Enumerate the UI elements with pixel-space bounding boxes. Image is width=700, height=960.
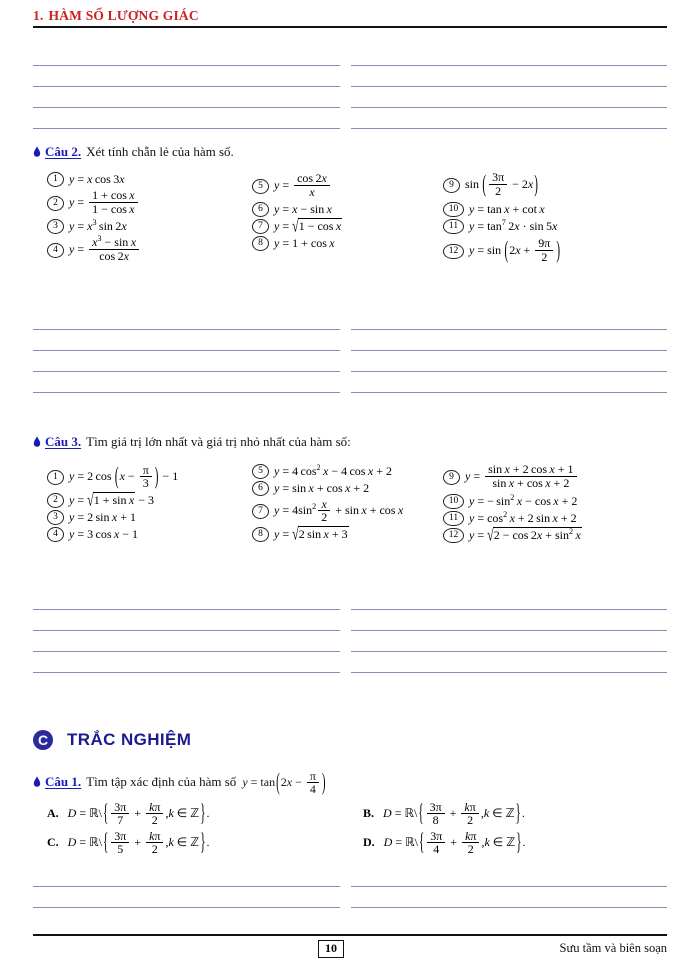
cau3-item-6: [252, 481, 403, 496]
cau3-text: Tìm giá trị lớn nhất và giá trị nhỏ nhất của hàm số:: [86, 434, 351, 449]
cau2-item-2: [47, 189, 141, 217]
option-denominator: 8: [427, 813, 445, 827]
cau1-label: Câu 1.: [45, 774, 82, 790]
section-c-header: [33, 730, 191, 750]
item-expression: y = 4 $\cos^2 x - 4$ cos x + 2: [274, 463, 392, 478]
cau3-item-9: [443, 462, 582, 492]
section-badge-c: C: [33, 730, 53, 750]
item-expression: $y = 4\sin^2$ $\frac{x}{2}$ + sin x + cos x: [274, 496, 404, 525]
footer-credit: Sưu tầm và biên soạn: [559, 941, 667, 955]
item-number-badge: 2: [47, 196, 64, 211]
header-divider: [33, 26, 667, 28]
cau3-item-5: [252, 464, 403, 479]
item-expression: y = $\frac{\text{1 + cos x}}{\text{1 − cos x}}$: [69, 190, 140, 217]
item-expression: y = sin (2x + $\frac{9\pi}{2}$ ): [469, 236, 561, 264]
item-expression: y = − $\sin^2 x - \cos x + 2$: [469, 493, 578, 508]
cau2-column-2: [252, 172, 342, 253]
item-number-badge: 1: [47, 470, 64, 485]
answer-line-row[interactable]: [33, 658, 667, 679]
answer-line-right[interactable]: [351, 128, 667, 129]
item-number-badge: 3: [47, 510, 64, 525]
option-expression: D = ℝ\{ $\frac{3\pi}{7}$ + $\frac{k\pi}{2}$ ,k ∈ ℤ}.: [67, 799, 210, 828]
item-expression: $y = \cos^2 x + 2$ sin x + 2: [469, 510, 577, 525]
item-expression: y = √1 − cos x: [274, 215, 342, 236]
answer-line-right[interactable]: [351, 371, 667, 372]
answer-line-right[interactable]: [351, 630, 667, 631]
item-number-badge: 4: [47, 527, 64, 542]
item-expression: y = 2 sin x + 1: [69, 509, 137, 524]
answer-line-right[interactable]: [351, 651, 667, 652]
pen-bullet-icon: [33, 776, 41, 788]
answer-line-right[interactable]: [351, 65, 667, 66]
answer-line-right[interactable]: [351, 329, 667, 330]
answer-lines-bottom: [33, 872, 667, 914]
answer-lines-after-cau2: [33, 315, 667, 399]
page-header: [33, 8, 667, 24]
cau2-heading: [33, 144, 234, 160]
cau1-option-a[interactable]: [47, 801, 209, 828]
option-expression: D = ℝ\{ $\frac{3\pi}{8}$ + $\frac{k\pi}{2}$ ,k ∈ ℤ}.: [383, 799, 525, 828]
answer-line-left[interactable]: [33, 65, 340, 66]
cau1-option-b[interactable]: [363, 801, 525, 828]
item-expression: y = $\frac{\cos 2x}{x}$: [274, 173, 332, 200]
cau3-item-1: [47, 464, 178, 491]
answer-line-left[interactable]: [33, 651, 340, 652]
option-key: D.: [363, 835, 375, 850]
item-expression: $y = x^3$ sin 2x: [69, 218, 127, 233]
cau2-text: Xét tính chẵn lẻ của hàm số.: [86, 144, 234, 159]
item-expression: y = 3 cos x − 1: [69, 526, 139, 541]
page-number: 10: [318, 940, 344, 958]
item-number-badge: 12: [443, 244, 464, 259]
item-expression: y = 2 cos (x − $\frac{\pi}{3}$ ) − 1: [69, 462, 179, 491]
item-number-badge: 2: [47, 493, 64, 508]
item-number-badge: 7: [252, 219, 269, 234]
page-title: [33, 8, 667, 24]
page-title-text: HÀM SỐ LƯỢNG GIÁC: [48, 8, 199, 23]
answer-line-right[interactable]: [351, 107, 667, 108]
item-number-badge: 6: [252, 481, 269, 496]
cau1-heading: [33, 770, 327, 797]
answer-line-left[interactable]: [33, 886, 340, 887]
cau1-text: Tìm tập xác định của hàm số: [86, 774, 237, 790]
option-expression: D = ℝ\{ $\frac{3\pi}{5}$ + $\frac{k\pi}{2}$ ,k ∈ ℤ}.: [67, 828, 210, 857]
item-number-badge: 5: [252, 179, 269, 194]
answer-lines-after-cau3: [33, 595, 667, 679]
cau2-item-10: [443, 202, 561, 217]
item-number-badge: 10: [443, 494, 464, 509]
answer-line-row[interactable]: [33, 315, 667, 336]
answer-line-left[interactable]: [33, 907, 340, 908]
cau3-item-7: [252, 498, 403, 525]
answer-line-right[interactable]: [351, 86, 667, 87]
item-expression: y = x − sin x: [274, 202, 332, 216]
cau1-option-c[interactable]: [47, 830, 209, 857]
answer-line-right[interactable]: [351, 886, 667, 887]
item-expression: y = 1 + cos x: [274, 236, 335, 250]
item-expression: y = √1 + sin x − 3: [69, 489, 154, 510]
answer-line-left[interactable]: [33, 630, 340, 631]
item-number-badge: 8: [252, 236, 269, 251]
item-expression: $y = √2 - \cos 2x + \sin^2 x$: [469, 524, 581, 545]
answer-line-row[interactable]: [33, 378, 667, 399]
item-number-badge: 6: [252, 202, 269, 217]
answer-line-left[interactable]: [33, 329, 340, 330]
answer-line-row[interactable]: [33, 893, 667, 914]
answer-line-right[interactable]: [351, 350, 667, 351]
item-expression: y = $\frac{\text{sin x + 2 cos x + 1}}{\text{sin x + cos x + 2}}$: [465, 464, 579, 491]
answer-line-right[interactable]: [351, 672, 667, 673]
cau3-heading: [33, 434, 351, 450]
cau2-column-3: [443, 170, 561, 268]
cau2-item-7: [252, 215, 342, 236]
item-number-badge: 11: [443, 219, 464, 234]
item-number-badge: 5: [252, 464, 269, 479]
cau3-item-10: [443, 494, 582, 509]
answer-line-left[interactable]: [33, 672, 340, 673]
pen-bullet-icon: [33, 146, 41, 158]
item-expression: y = √2 sin x + 3: [274, 523, 348, 544]
option-denominator: 4: [427, 842, 445, 856]
cau3-item-11: [443, 511, 582, 526]
cau3-item-8: [252, 523, 403, 544]
item-number-badge: 9: [443, 178, 460, 193]
item-number-badge: 1: [47, 172, 64, 187]
answer-line-left[interactable]: [33, 128, 340, 129]
item-expression: sin ( $\frac{3\pi}{2}$ − 2x): [465, 170, 538, 198]
cau2-item-1: [47, 172, 141, 187]
answer-line-left[interactable]: [33, 86, 340, 87]
page-title-number: 1.: [33, 8, 44, 23]
cau2-item-8: [252, 236, 342, 251]
cau2-item-11: [443, 219, 561, 234]
item-number-badge: 4: [47, 243, 64, 258]
cau3-column-3: [443, 462, 582, 545]
cau3-column-1: [47, 464, 178, 544]
option-expression: D = ℝ\{ $\frac{3\pi}{4}$ + $\frac{k\pi}{2}$ ,k ∈ ℤ}.: [383, 828, 526, 857]
item-expression: y = tan x + cot x: [469, 202, 545, 216]
answer-line-row[interactable]: [33, 336, 667, 357]
cau2-item-4: [47, 236, 141, 264]
cau2-item-12: [443, 236, 561, 266]
answer-line-row[interactable]: [33, 595, 667, 616]
answer-lines-top: [33, 51, 667, 135]
answer-line-row[interactable]: [33, 114, 667, 135]
item-number-badge: 3: [47, 219, 64, 234]
item-expression: y = sin x + cos x + 2: [274, 481, 370, 495]
cau2-item-5: [252, 172, 342, 200]
option-denominator: 7: [111, 813, 129, 827]
answer-line-row[interactable]: [33, 357, 667, 378]
cau2-label: Câu 2.: [45, 144, 82, 159]
item-number-badge: 9: [443, 470, 460, 485]
cau1-formula: y = tan(2x − $\frac{\pi}{4}$ ): [242, 768, 326, 797]
cau3-label: Câu 3.: [45, 434, 82, 449]
pen-bullet-icon: [33, 436, 41, 448]
answer-line-left[interactable]: [33, 609, 340, 610]
cau1-option-d[interactable]: [363, 830, 525, 857]
cau2-item-9: [443, 170, 561, 200]
option-denominator: 5: [111, 842, 129, 856]
item-number-badge: 11: [443, 511, 464, 526]
option-key: B.: [363, 806, 375, 821]
item-number-badge: 12: [443, 528, 464, 543]
answer-line-row[interactable]: [33, 616, 667, 637]
cau3-item-2: [47, 489, 178, 510]
item-expression: y = $\frac{x^3 - \sin x}{\cos 2x}$: [69, 237, 141, 264]
footer-divider: [33, 934, 667, 936]
cau3-item-4: [47, 527, 178, 542]
cau2-column-1: [47, 172, 141, 266]
item-expression: $y = \tan^7 2x \cdot \sin 5x$: [469, 218, 558, 233]
section-c-title: TRẮC NGHIỆM: [67, 730, 192, 749]
cau3-item-12: [443, 524, 582, 545]
item-expression: y = x cos 3x: [69, 172, 125, 186]
answer-line-left[interactable]: [33, 107, 340, 108]
answer-line-right[interactable]: [351, 392, 667, 393]
answer-line-row[interactable]: [33, 51, 667, 72]
answer-line-right[interactable]: [351, 609, 667, 610]
option-key: A.: [47, 806, 59, 821]
answer-line-row[interactable]: [33, 72, 667, 93]
item-number-badge: 10: [443, 202, 464, 217]
answer-line-left[interactable]: [33, 392, 340, 393]
item-number-badge: 8: [252, 527, 269, 542]
answer-line-left[interactable]: [33, 371, 340, 372]
answer-line-right[interactable]: [351, 907, 667, 908]
answer-line-row[interactable]: [33, 637, 667, 658]
cau3-column-2: [252, 464, 403, 544]
answer-line-left[interactable]: [33, 350, 340, 351]
cau2-item-3: [47, 219, 141, 234]
option-key: C.: [47, 835, 59, 850]
cau3-item-3: [47, 510, 178, 525]
answer-line-row[interactable]: [33, 872, 667, 893]
answer-line-row[interactable]: [33, 93, 667, 114]
item-number-badge: 7: [252, 504, 269, 519]
